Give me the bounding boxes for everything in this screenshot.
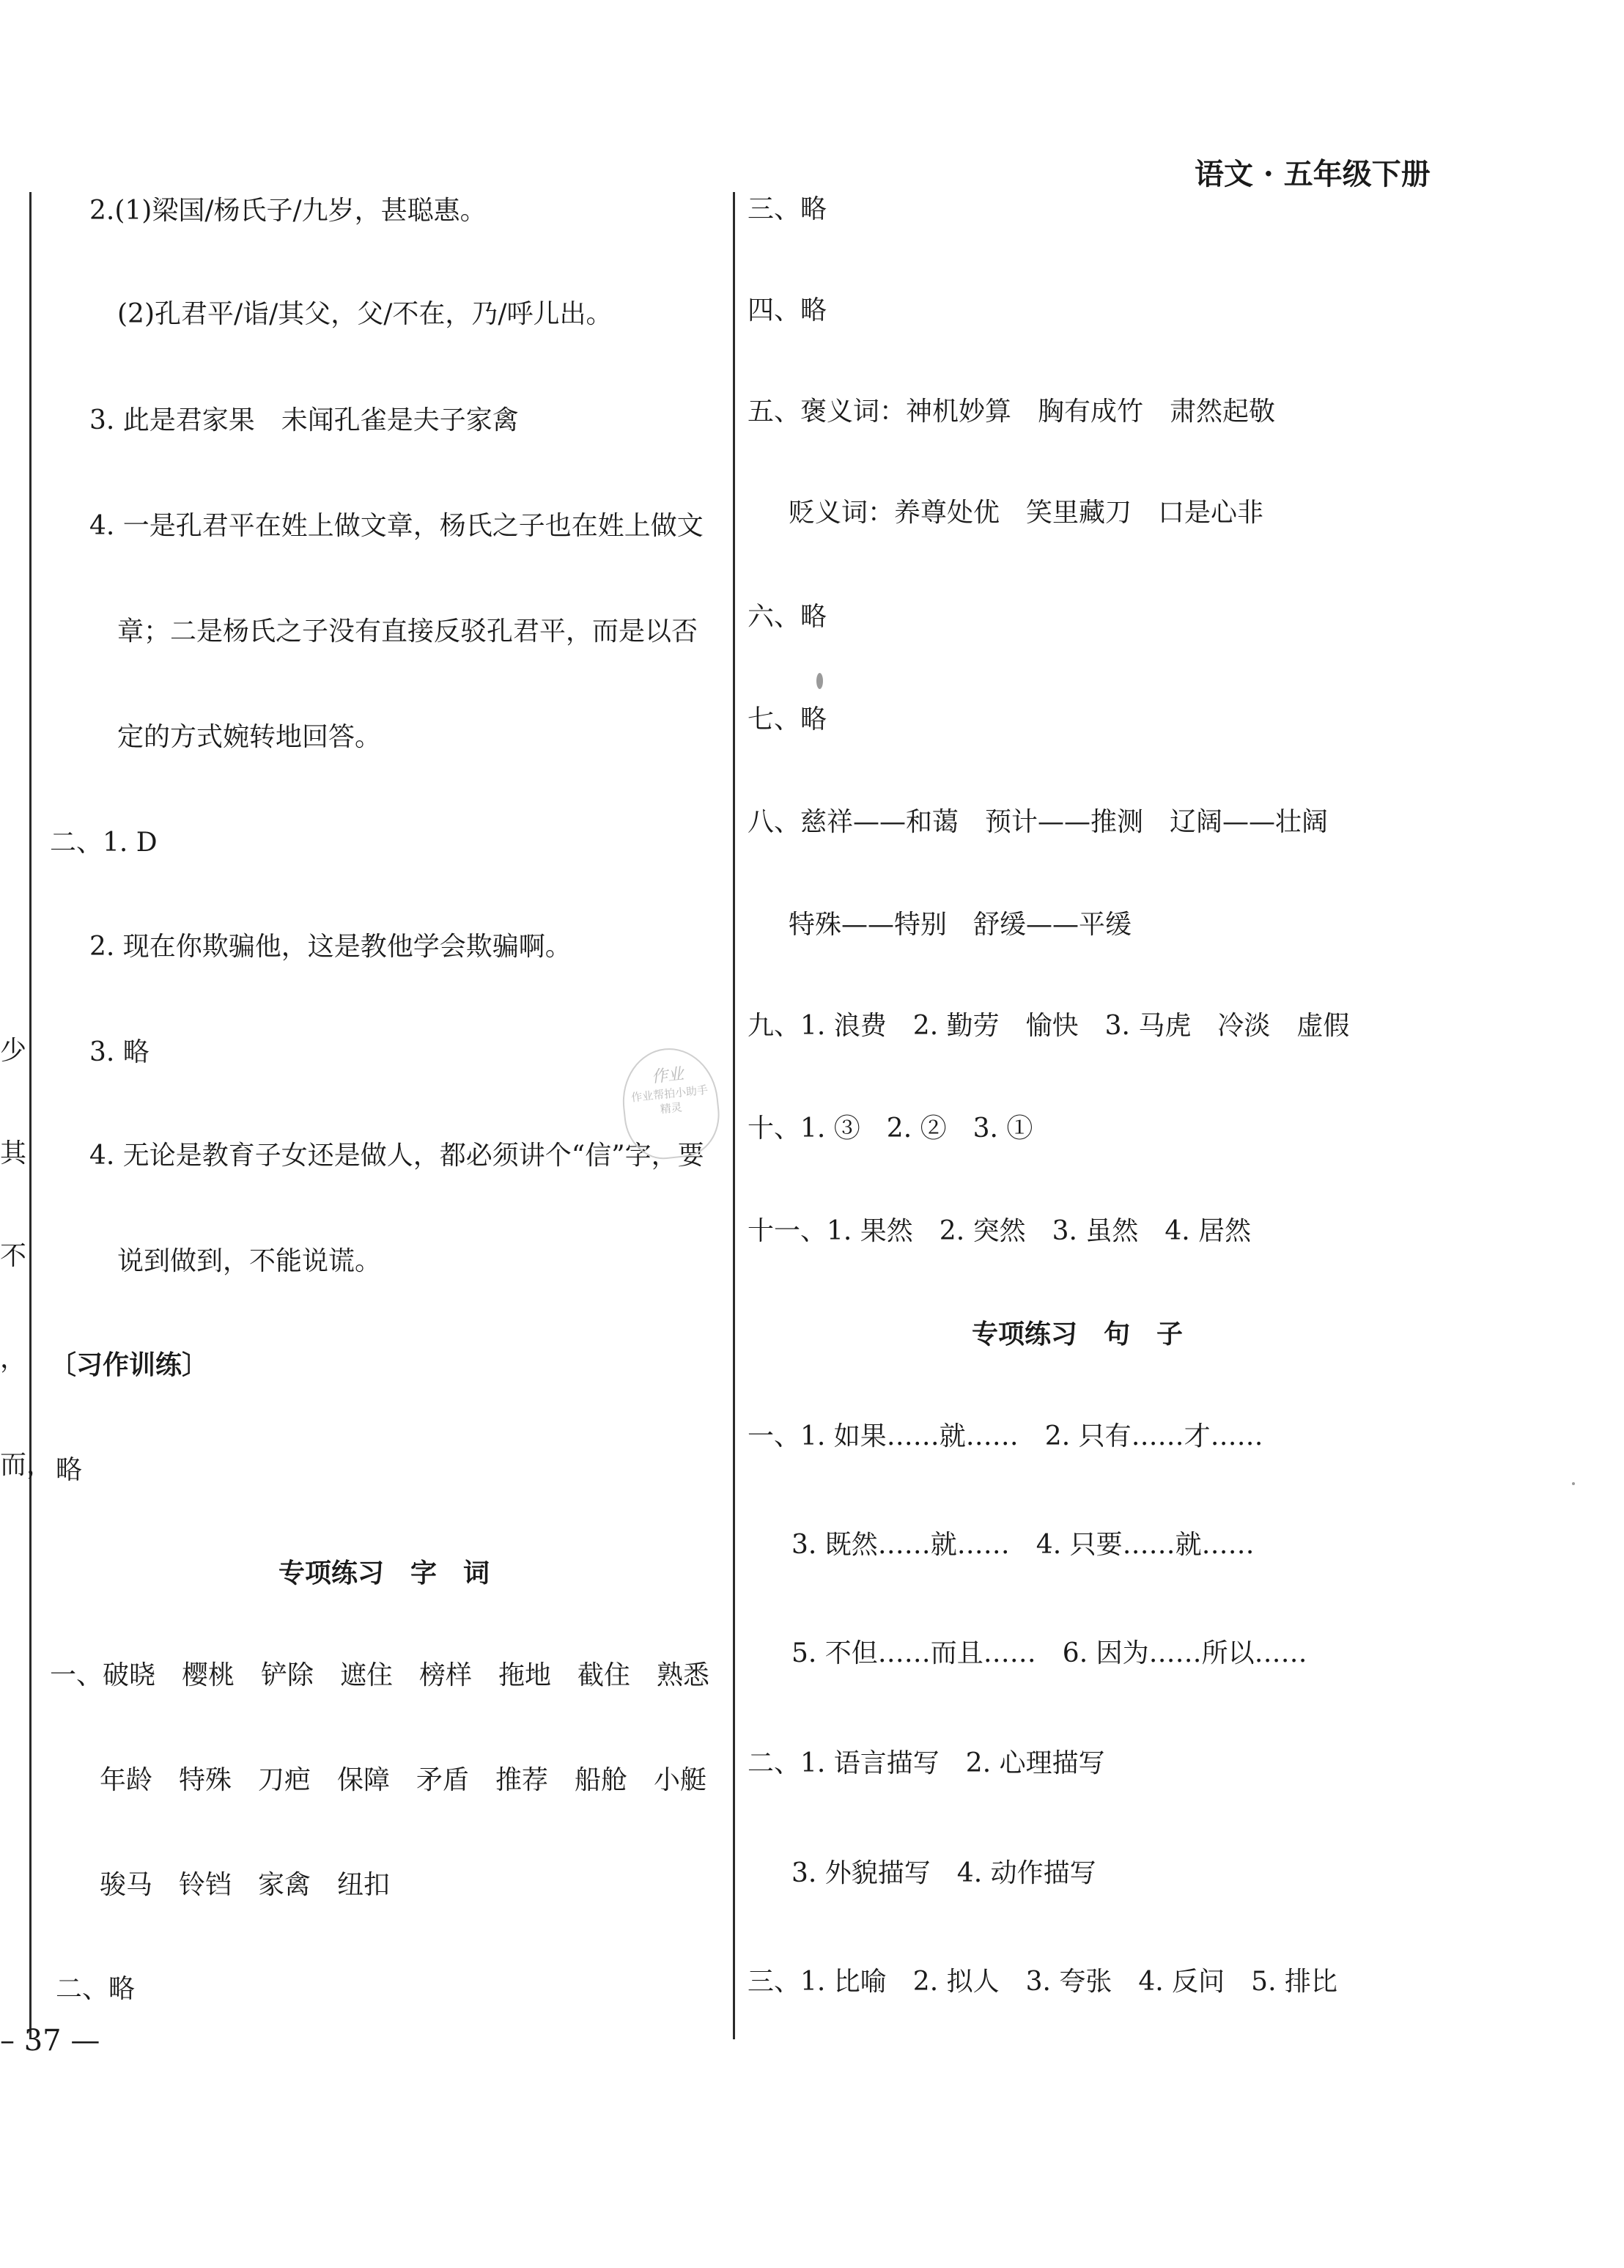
margin-fragment: 而， xyxy=(0,1450,53,1480)
answer-line: 定的方式婉转地回答。 xyxy=(117,722,382,752)
column-divider-rule xyxy=(733,192,735,2039)
answer-line: 3. 外貌描写 4. 动作描写 xyxy=(791,1858,1096,1888)
answer-line: 一、1. 如果……就…… 2. 只有……才…… xyxy=(748,1421,1263,1451)
answer-line: 三、略 xyxy=(748,194,827,224)
page-number: – 37 — xyxy=(0,2024,100,2058)
answer-line: 3. 既然……就…… 4. 只要……就…… xyxy=(791,1530,1255,1560)
section-heading: 〔习作训练〕 xyxy=(50,1350,209,1380)
answer-line: 3. 此是君家果 未闻孔雀是夫子家禽 xyxy=(89,405,519,435)
answer-line: 3. 略 xyxy=(89,1037,150,1067)
margin-fragment: 其 xyxy=(0,1138,27,1168)
answer-line: 六、略 xyxy=(748,602,827,632)
margin-fragment: 不 xyxy=(0,1241,27,1271)
answer-line: 十一、1. 果然 2. 突然 3. 虽然 4. 居然 xyxy=(748,1216,1252,1246)
answer-line: 七、略 xyxy=(748,704,827,734)
answer-line: 4. 无论是教育子女还是做人，都必须讲个“信”字，要 xyxy=(89,1141,704,1171)
answer-line: 贬义词：养尊处优 笑里藏刀 口是心非 xyxy=(789,498,1264,528)
section-heading: 专项练习 字 词 xyxy=(278,1558,490,1588)
answer-line: 骏马 铃铛 家禽 纽扣 xyxy=(100,1870,391,1900)
answer-line: 四、略 xyxy=(748,295,827,325)
answer-line: 三、1. 比喻 2. 拟人 3. 夸张 4. 反问 5. 排比 xyxy=(748,1967,1337,1997)
margin-fragment: ， xyxy=(0,1344,27,1374)
answer-line: 十、1. ③ 2. ② 3. ① xyxy=(748,1113,1033,1144)
scan-speck xyxy=(1572,1482,1575,1485)
left-margin-rule xyxy=(29,192,32,2039)
answer-line: 二、1. D xyxy=(50,828,158,858)
answer-line: 八、慈祥——和蔼 预计——推测 辽阔——壮阔 xyxy=(748,807,1329,837)
watermark-stamp: 作业 作业帮拍小助手 精灵 xyxy=(618,1044,724,1163)
answer-line: 五、褒义词：神机妙算 胸有成竹 肃然起敬 xyxy=(748,397,1276,427)
answer-line: 略 xyxy=(56,1455,83,1485)
answer-line: 章；二是杨氏之子没有直接反驳孔君平，而是以否 xyxy=(117,616,698,647)
section-heading: 专项练习 句 子 xyxy=(972,1319,1184,1350)
answer-line: 5. 不但……而且…… 6. 因为……所以…… xyxy=(791,1638,1307,1668)
answer-line: 说到做到，不能说谎。 xyxy=(117,1246,382,1276)
answer-line: 2.(1)梁国/杨氏子/九岁，甚聪惠。 xyxy=(89,196,487,226)
answer-line: 4. 一是孔君平在姓上做文章，杨氏之子也在姓上做文 xyxy=(89,511,704,541)
scan-speck xyxy=(816,673,823,689)
answer-line: 二、略 xyxy=(56,1974,136,2004)
answer-line: 年龄 特殊 刀疤 保障 矛盾 推荐 船舱 小艇 xyxy=(100,1765,707,1795)
answer-line: 2. 现在你欺骗他，这是教他学会欺骗啊。 xyxy=(89,932,572,962)
answer-line: 九、1. 浪费 2. 勤劳 愉快 3. 马虎 冷淡 虚假 xyxy=(748,1011,1350,1041)
answer-line: 二、1. 语言描写 2. 心理描写 xyxy=(748,1748,1105,1778)
answer-line: 一、破晓 樱桃 铲除 遮住 榜样 拖地 截住 熟悉 xyxy=(50,1660,710,1690)
answer-line: (2)孔君平/诣/其父，父/不在，乃/呼儿出。 xyxy=(117,299,613,329)
answer-line: 特殊——特别 舒缓——平缓 xyxy=(789,910,1132,940)
margin-fragment: 少 xyxy=(0,1036,27,1066)
book-title: 语文 · 五年级下册 xyxy=(1195,157,1431,191)
